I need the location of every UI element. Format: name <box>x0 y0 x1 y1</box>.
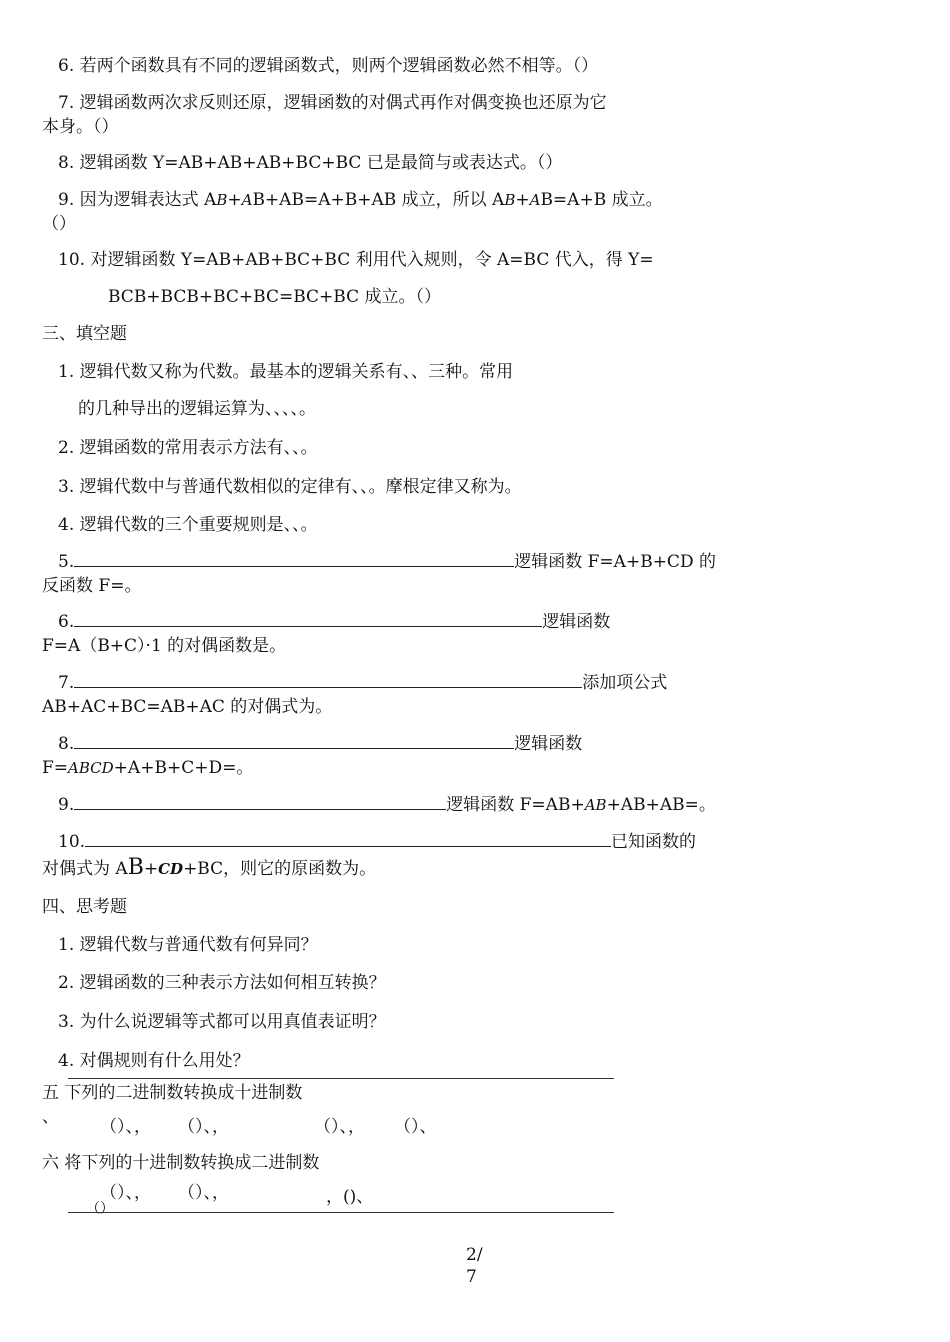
horizontal-rule <box>68 1212 614 1213</box>
fill-question-9: 9. 逻辑函数 F=AB+AB+AB+AB=。 <box>58 795 716 815</box>
answer-blank <box>74 611 542 627</box>
binary-to-decimal-heading: 五 下列的二进制数转换成十进制数 <box>42 1083 303 1103</box>
think-question-3: 3. 为什么说逻辑等式都可以用真值表证明？ <box>58 1012 386 1032</box>
fill-question-3: 3. 逻辑代数中与普通代数相似的定律有、、。摩根定律又称为。 <box>58 477 522 497</box>
page-number-bottom: 7 <box>466 1267 477 1287</box>
think-question-1: 1. 逻辑代数与普通代数有何异同？ <box>58 935 318 955</box>
decimal-to-binary-heading: 六 将下列的十进制数转换成二进制数 <box>42 1153 320 1173</box>
fill-question-4: 4. 逻辑代数的三个重要规则是、、。 <box>58 515 318 535</box>
think-section-heading: 四、思考题 <box>42 897 127 917</box>
fill-question-10-line2: 对偶式为 AB+CD+BC，则它的原函数为。 <box>42 855 377 880</box>
tf-question-10-line1: 10. 对逻辑函数 Y=AB+AB+BC+BC 利用代入规则，令 A=BC 代入，得 Y= <box>58 250 654 270</box>
decimal-item-3: ，()、 <box>326 1187 374 1207</box>
tf-question-9: 9. 因为逻辑表达式 AB+AB+AB=A+B+AB 成立，所以 AB+AB=A+B 成立。 <box>58 190 663 210</box>
fill-question-6-line1: 6. 逻辑函数 <box>58 612 611 632</box>
fill-question-8-line1: 8. 逻辑函数 <box>58 734 583 754</box>
tf-question-10-line2: BCB+BCB+BC+BC=BC+BC 成立。（） <box>108 287 442 307</box>
tf-question-9-answer: （） <box>42 214 76 234</box>
binary-item-1: （）、， <box>100 1117 151 1137</box>
fill-question-1-line2: 的几种导出的逻辑运算为、、、、。 <box>78 399 316 419</box>
tf-question-6: 6. 若两个函数具有不同的逻辑函数式，则两个逻辑函数必然不相等。（） <box>58 56 599 76</box>
answer-blank <box>74 794 446 810</box>
page-number-top: 2/ <box>466 1245 483 1265</box>
binary-item-4: （）、 <box>394 1117 437 1137</box>
fill-question-7-line1: 7. 添加项公式 <box>58 673 668 693</box>
fill-question-10-line1: 10. 已知函数的 <box>58 832 697 852</box>
answer-blank <box>74 733 514 749</box>
horizontal-rule <box>68 1078 614 1079</box>
tf-question-7-line2: 本身。（） <box>42 117 119 137</box>
answer-blank <box>74 551 514 567</box>
fill-question-2: 2. 逻辑函数的常用表示方法有、、。 <box>58 438 318 458</box>
think-question-2: 2. 逻辑函数的三种表示方法如何相互转换？ <box>58 973 386 993</box>
fill-question-1-line1: 1. 逻辑代数又称为代数。最基本的逻辑关系有、、三种。常用 <box>58 362 514 382</box>
think-question-4: 4. 对偶规则有什么用处？ <box>58 1051 250 1071</box>
answer-blank <box>85 831 611 847</box>
tf-question-8: 8. 逻辑函数 Y=AB+AB+AB+BC+BC 已是最简与或表达式。（） <box>58 153 563 173</box>
fill-question-5-line1: 5. 逻辑函数 F=A+B+CD 的 <box>58 552 716 572</box>
answer-blank <box>74 672 582 688</box>
decimal-item-4: （） <box>86 1201 114 1217</box>
decimal-item-2: （）、， <box>178 1183 229 1203</box>
fill-question-8-line2: F=ABCD+A+B+C+D=。 <box>42 758 254 778</box>
binary-item-2: （）、， <box>178 1117 229 1137</box>
tf-question-7-line1: 7. 逻辑函数两次求反则还原，逻辑函数的对偶式再作对偶变换也还原为它 <box>58 93 607 113</box>
fill-question-7-line2: AB+AC+BC=AB+AC 的对偶式为。 <box>42 697 333 717</box>
fill-question-6-line2: F=A（B+C）·1 的对偶函数是。 <box>42 636 287 656</box>
decimal-item-1: （）、， <box>100 1183 151 1203</box>
binary-item-3: （）、， <box>314 1117 365 1137</box>
fill-section-heading: 三、填空题 <box>42 324 127 344</box>
fill-question-5-line2: 反函数 F=。 <box>42 576 142 596</box>
section-mark: 、 <box>42 1107 59 1127</box>
